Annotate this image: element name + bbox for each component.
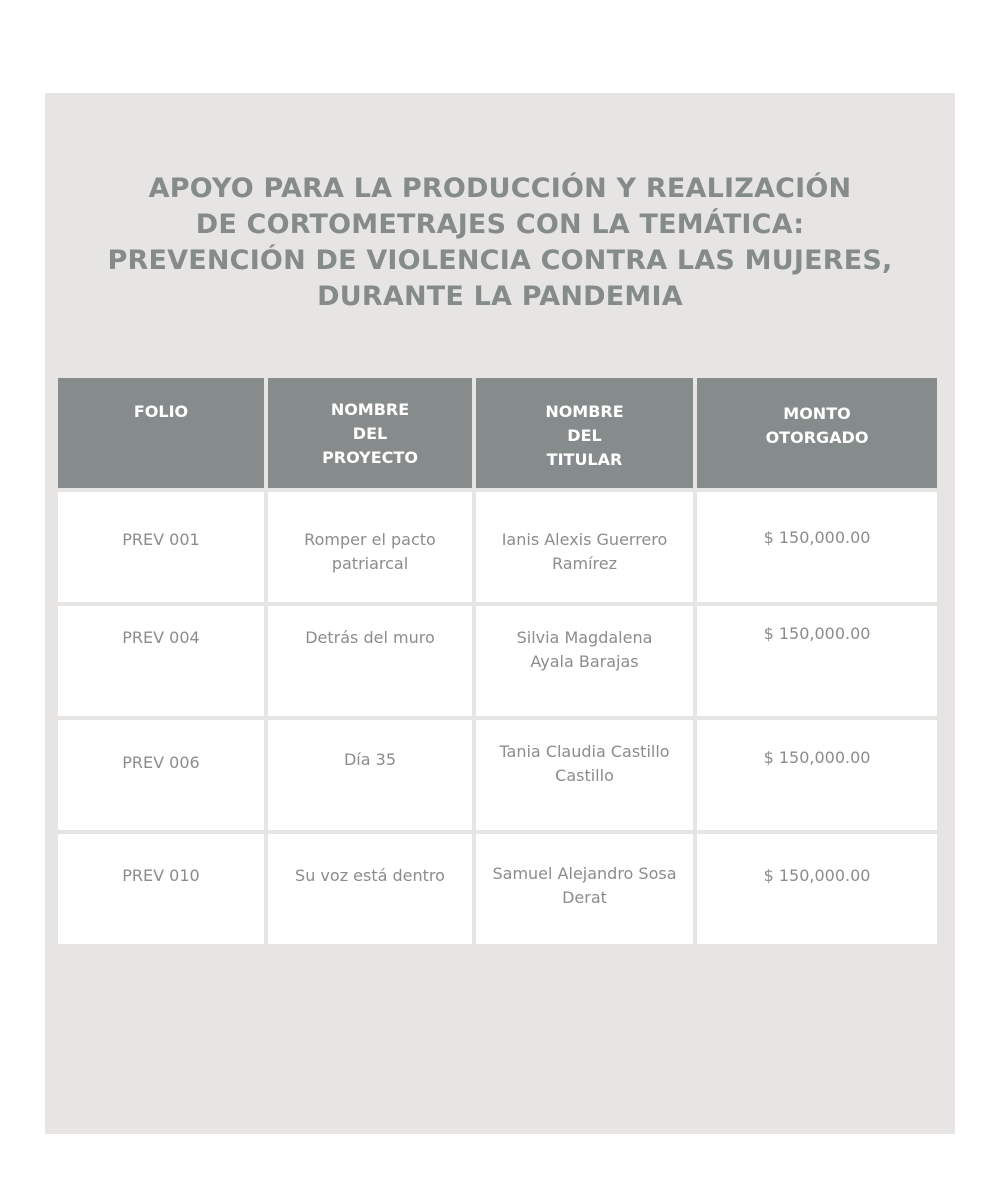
content-panel bbox=[45, 93, 955, 1134]
header-label: PROYECTO bbox=[322, 448, 418, 467]
project-text: Detrás del muro bbox=[305, 628, 435, 647]
holder-text: Castillo bbox=[555, 766, 614, 785]
header-label: TITULAR bbox=[546, 450, 623, 469]
grants-table bbox=[58, 378, 937, 944]
title-line: PREVENCIÓN DE VIOLENCIA CONTRA LAS MUJERES, bbox=[107, 245, 893, 276]
project-text: Romper el pacto bbox=[304, 530, 436, 549]
cell-folio bbox=[58, 834, 264, 944]
holder-text: Samuel Alejandro Sosa bbox=[492, 864, 677, 883]
header-label: NOMBRE bbox=[545, 402, 624, 421]
header-label: MONTO bbox=[783, 404, 851, 423]
holder-text: Ayala Barajas bbox=[530, 652, 639, 671]
holder-text: Silvia Magdalena bbox=[516, 628, 653, 647]
holder-text: Ramírez bbox=[551, 554, 618, 573]
holder-text: Ianis Alexis Guerrero bbox=[501, 530, 668, 549]
header-holder-name bbox=[476, 378, 693, 488]
cell-folio bbox=[58, 720, 264, 830]
amount-text: $ 150,000.00 bbox=[763, 528, 871, 547]
header-label: DEL bbox=[352, 424, 388, 443]
header-label: DEL bbox=[567, 426, 602, 445]
amount-text: $ 150,000.00 bbox=[763, 866, 871, 885]
cell-holder bbox=[476, 720, 693, 830]
project-text: Día 35 bbox=[343, 750, 396, 769]
header-label: OTORGADO bbox=[765, 428, 869, 447]
cell-holder bbox=[476, 834, 693, 944]
cell-amount bbox=[697, 720, 937, 830]
cell-amount bbox=[697, 834, 937, 944]
cell-holder bbox=[476, 492, 693, 602]
title-line: DURANTE LA PANDEMIA bbox=[317, 281, 683, 312]
holder-text: Tania Claudia Castillo bbox=[499, 742, 670, 761]
title-line: APOYO PARA LA PRODUCCIÓN Y REALIZACIÓN bbox=[148, 173, 852, 204]
header-label: NOMBRE bbox=[330, 400, 410, 419]
folio-text: PREV 010 bbox=[122, 866, 200, 885]
amount-text: $ 150,000.00 bbox=[763, 748, 871, 767]
folio-text: PREV 006 bbox=[122, 753, 200, 772]
title-line: DE CORTOMETRAJES CON LA TEMÁTICA: bbox=[195, 209, 805, 240]
document-title bbox=[45, 171, 955, 315]
cell-project bbox=[268, 492, 472, 602]
cell-project bbox=[268, 834, 472, 944]
cell-folio bbox=[58, 492, 264, 602]
holder-text: Derat bbox=[562, 888, 607, 907]
folio-text: PREV 004 bbox=[122, 628, 200, 647]
cell-project bbox=[268, 606, 472, 716]
cell-holder bbox=[476, 606, 693, 716]
header-amount bbox=[697, 378, 937, 488]
project-text: patriarcal bbox=[331, 554, 409, 573]
header-project-name bbox=[268, 378, 472, 488]
header-label: FOLIO bbox=[133, 402, 189, 421]
folio-text: PREV 001 bbox=[122, 530, 200, 549]
cell-amount bbox=[697, 492, 937, 602]
cell-amount bbox=[697, 606, 937, 716]
cell-project bbox=[268, 720, 472, 830]
cell-folio bbox=[58, 606, 264, 716]
amount-text: $ 150,000.00 bbox=[763, 624, 871, 643]
header-folio bbox=[58, 378, 264, 488]
project-text: Su voz está dentro bbox=[295, 866, 445, 885]
